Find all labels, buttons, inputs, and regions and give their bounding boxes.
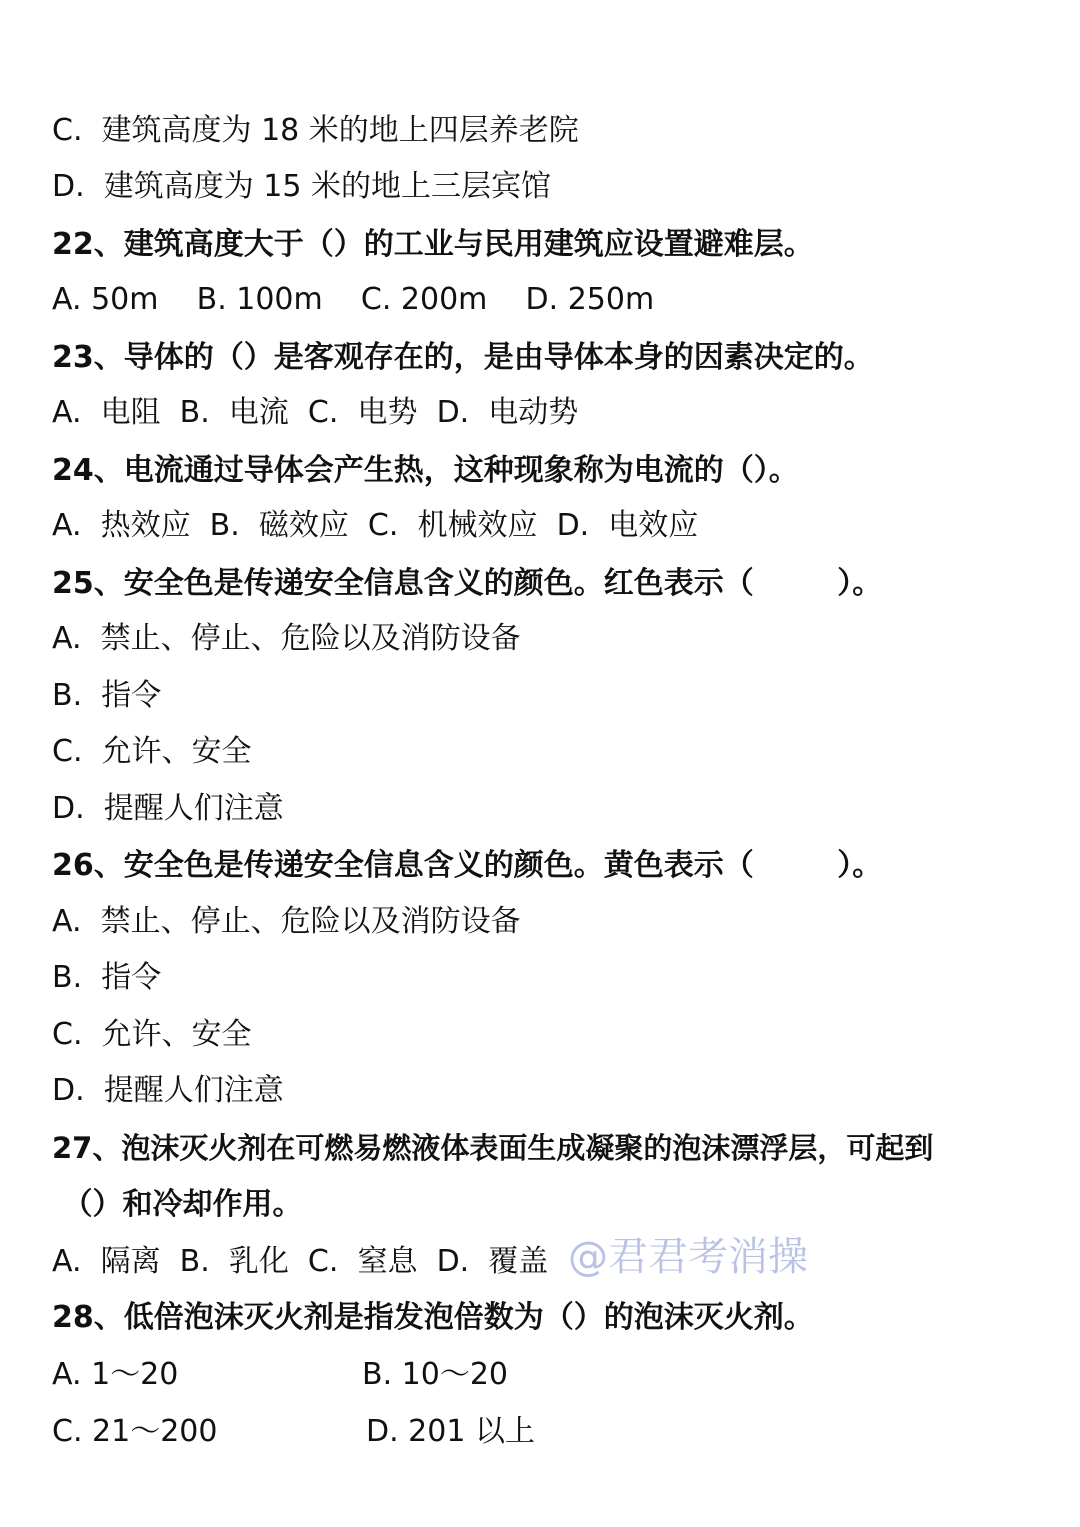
watermark: @君君考消操 xyxy=(568,1234,808,1280)
question-25: 25、安全色是传递安全信息含义的颜色。红色表示（ ）。 xyxy=(52,566,883,601)
option-25-b: B. 指令 xyxy=(52,678,162,713)
option-25-d: D. 提醒人们注意 xyxy=(52,791,284,826)
question-22: 22、建筑高度大于（）的工业与民用建筑应设置避难层。 xyxy=(52,227,814,262)
question-24: 24、电流通过导体会产生热，这种现象称为电流的（）。 xyxy=(52,453,799,488)
option-28-a: A. 1～20 xyxy=(52,1357,179,1392)
question-27-line-2: （）和冷却作用。 xyxy=(52,1187,303,1222)
option-21-c: C. 建筑高度为 18 米的地上四层养老院 xyxy=(52,113,579,148)
option-26-a: A. 禁止、停止、危险以及消防设备 xyxy=(52,904,521,939)
option-28-b: B. 10～20 xyxy=(362,1357,509,1392)
option-26-d: D. 提醒人们注意 xyxy=(52,1073,284,1108)
options-22: A. 50m B. 100m C. 200m D. 250m xyxy=(52,282,655,317)
question-23: 23、导体的（）是客观存在的，是由导体本身的因素决定的。 xyxy=(52,340,874,375)
options-27: A. 隔离 B. 乳化 C. 窒息 D. 覆盖 xyxy=(52,1244,549,1279)
question-26: 26、安全色是传递安全信息含义的颜色。黄色表示（ ）。 xyxy=(52,848,883,883)
option-25-c: C. 允许、安全 xyxy=(52,734,252,769)
options-23: A. 电阻 B. 电流 C. 电势 D. 电动势 xyxy=(52,395,579,430)
option-26-c: C. 允许、安全 xyxy=(52,1017,252,1052)
question-27-line-1: 27、泡沫灭火剂在可燃易燃液体表面生成凝聚的泡沫漂浮层，可起到 xyxy=(52,1131,934,1165)
options-24: A. 热效应 B. 磁效应 C. 机械效应 D. 电效应 xyxy=(52,508,699,543)
option-28-d: D. 201 以上 xyxy=(366,1414,535,1449)
option-25-a: A. 禁止、停止、危险以及消防设备 xyxy=(52,621,521,656)
option-26-b: B. 指令 xyxy=(52,960,162,995)
option-21-d: D. 建筑高度为 15 米的地上三层宾馆 xyxy=(52,169,551,204)
option-28-c: C. 21～200 xyxy=(52,1414,218,1449)
question-28: 28、低倍泡沫灭火剂是指发泡倍数为（）的泡沫灭火剂。 xyxy=(52,1300,814,1335)
